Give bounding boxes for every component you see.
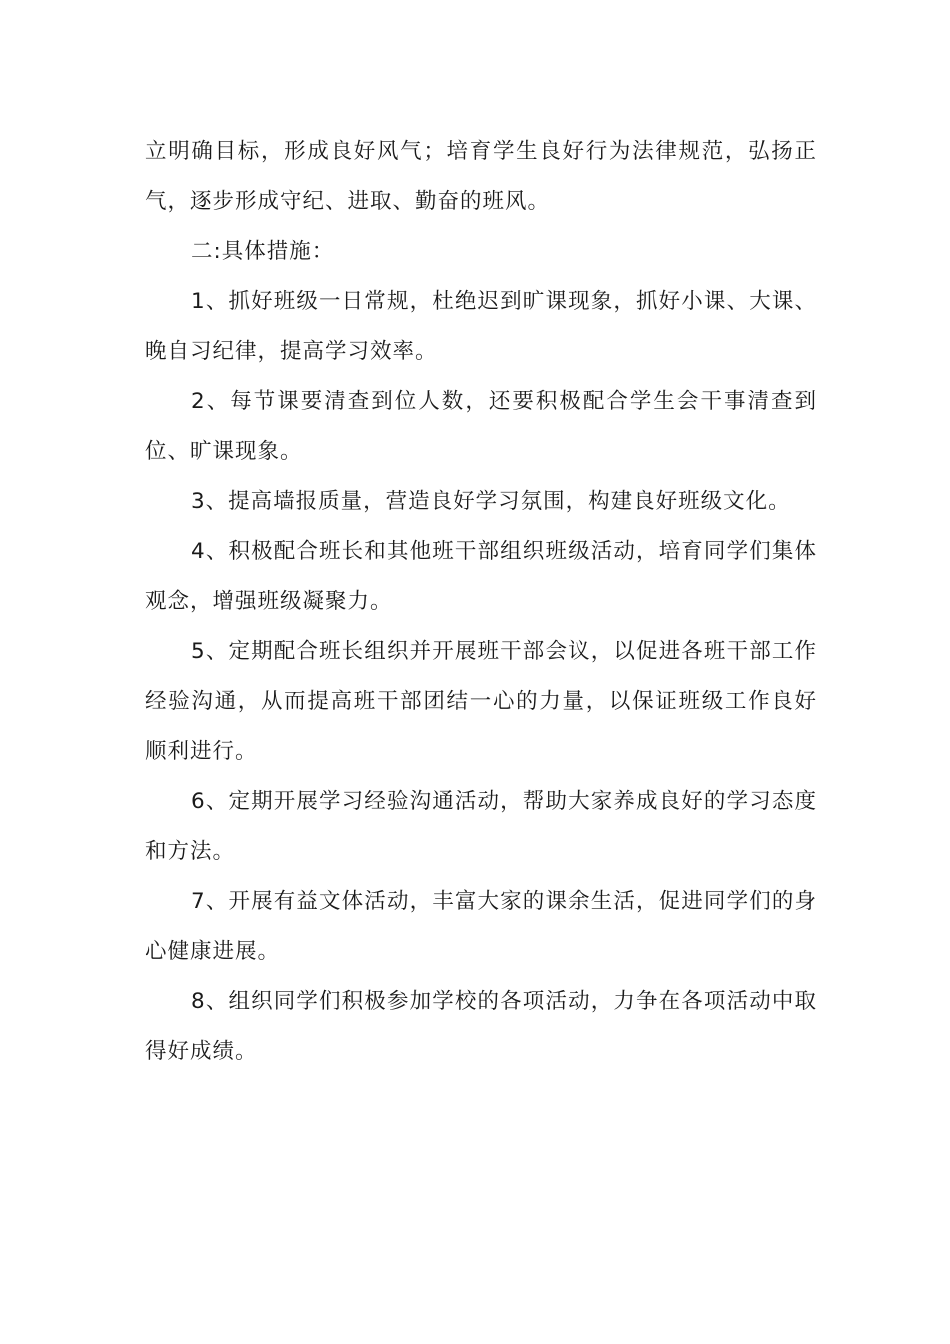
list-item-5: 5、定期配合班长组织并开展班干部会议，以促进各班干部工作经验沟通，从而提高班干部团结一心的力量，以保证班级工作良好顺利进行。 — [145, 639, 817, 764]
list-item-8: 8、组织同学们积极参加学校的各项活动，力争在各项活动中取得好成绩。 — [145, 989, 817, 1064]
document-body — [145, 127, 817, 1077]
section-heading-measures: 二:具体措施： — [191, 239, 335, 264]
list-item-3: 3、提高墙报质量，营造良好学习氛围，构建良好班级文化。 — [191, 489, 791, 514]
list-item-2: 2、每节课要清查到位人数，还要积极配合学生会干事清查到位、旷课现象。 — [145, 389, 817, 464]
list-item-1: 1、抓好班级一日常规，杜绝迟到旷课现象，抓好小课、大课、晚自习纪律，提高学习效率。 — [145, 289, 817, 364]
list-item-6: 6、定期开展学习经验沟通活动，帮助大家养成良好的学习态度和方法。 — [145, 789, 817, 864]
paragraph-intro-continuation: 立明确目标，形成良好风气；培育学生良好行为法律规范，弘扬正气，逐步形成守纪、进取、勤奋的班风。 — [145, 139, 817, 214]
list-item-4: 4、积极配合班长和其他班干部组织班级活动，培育同学们集体观念，增强班级凝聚力。 — [145, 539, 817, 614]
list-item-7: 7、开展有益文体活动，丰富大家的课余生活，促进同学们的身心健康进展。 — [145, 889, 817, 964]
